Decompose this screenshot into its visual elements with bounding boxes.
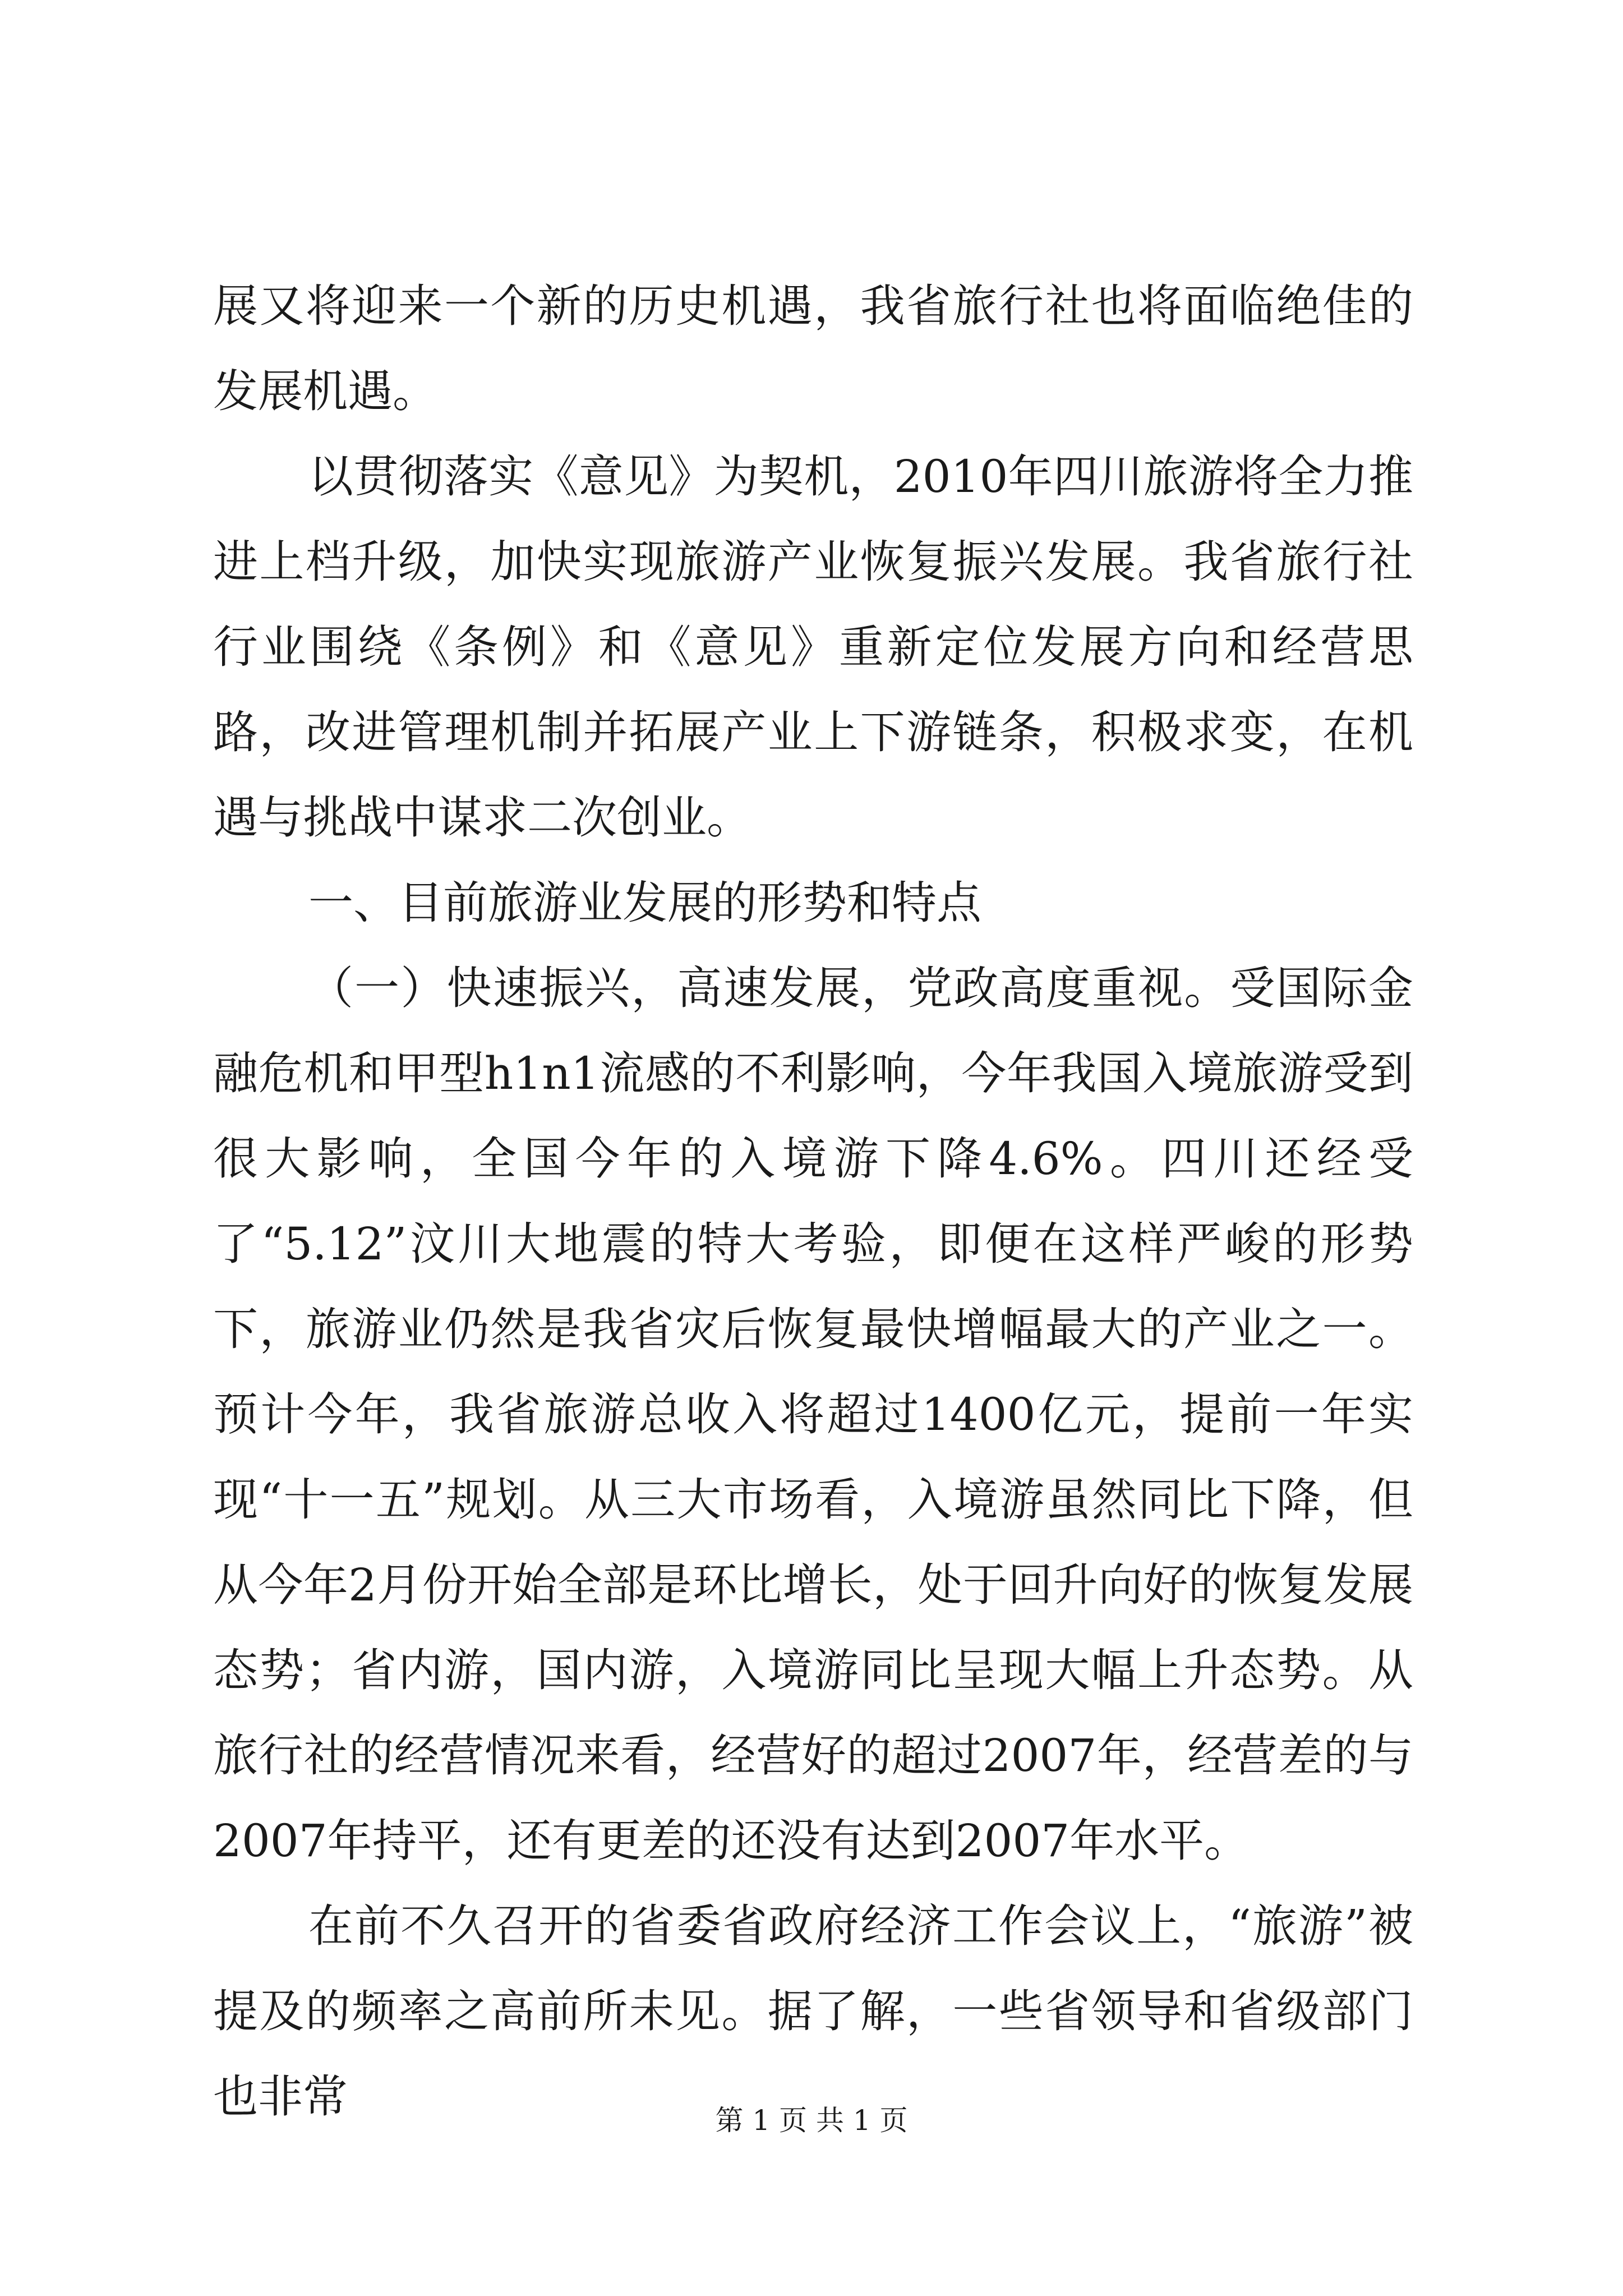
document-body [213, 264, 1413, 2139]
section-heading: 一、目前旅游业发展的形势和特点 [308, 877, 981, 929]
paragraph: 在前不久召开的省委省政府经济工作会议上，“旅游”被提及的频率之高前所未见。据了解，一些省领导和省级部门也非常 [213, 1900, 1413, 2123]
paragraph: 以贯彻落实《意见》为契机，2010年四川旅游将全力推进上档升级，加快实现旅游产业恢复振兴发展。我省旅行社行业围绕《条例》和《意见》重新定位发展方向和经营思路，改进管理机制并拓展产业上下游链条，积极求变，在机遇与挑战中谋求二次创业。 [213, 450, 1413, 844]
paragraph-continuation: 展又将迎来一个新的历史机遇，我省旅行社也将面临绝佳的发展机遇。 [213, 280, 1413, 417]
paragraph: （一）快速振兴，高速发展，党政高度重视。受国际金融危机和甲型h1n1流感的不利影响，今年我国入境旅游受到很大影响，全国今年的入境游下降4.6%。四川还经受了“5.12”汶川大地震的特大考验，即便在这样严峻的形势下，旅游业仍然是我省灾后恢复最快增幅最大的产业之一。预计今年，我省旅游总收入将超过1400亿元，提前一年实现“十一五”规划。从三大市场看，入境游虽然同比下降，但从今年2月份开始全部是环比增长，处于回升向好的恢复发展态势；省内游，国内游，入境游同比呈现大幅上升态势。从旅行社的经营情况来看，经营好的超过2007年，经营差的与2007年持平，还有更差的还没有达到2007年水平。 [213, 962, 1413, 1867]
page-footer: 第 1 页 共 1 页 [715, 2104, 908, 2137]
